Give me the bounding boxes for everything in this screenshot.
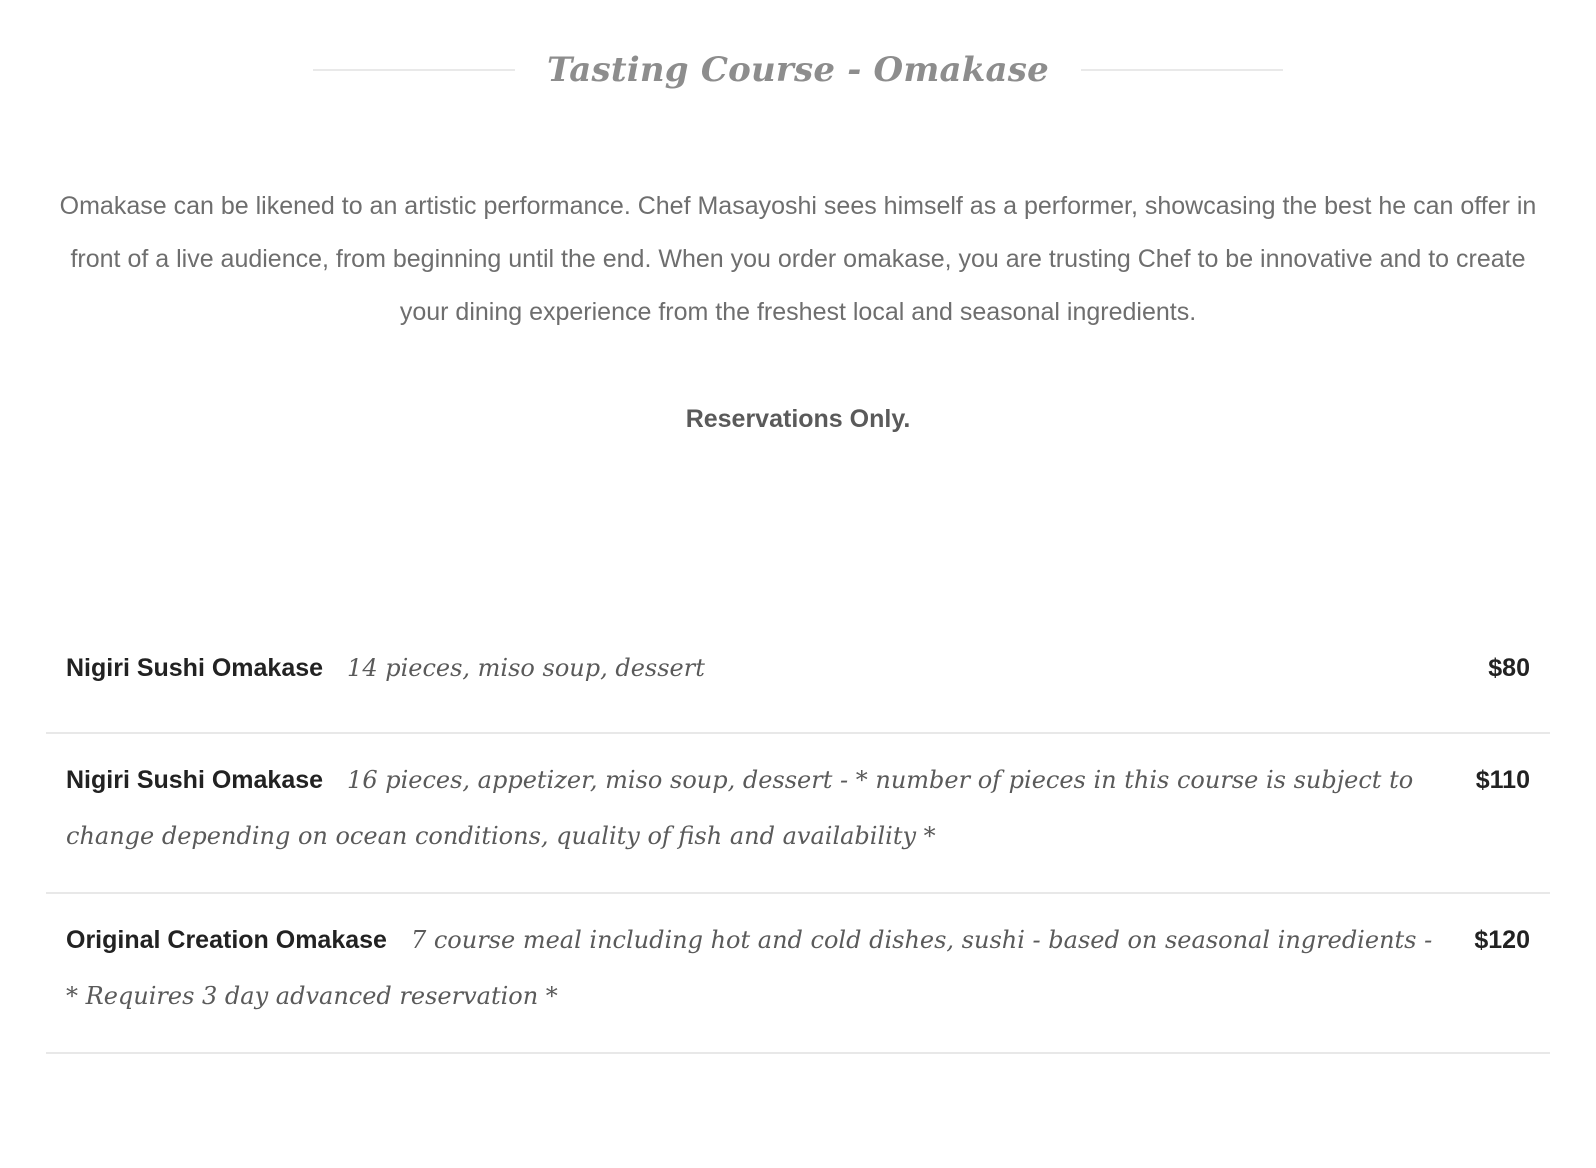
section-title: Tasting Course - Omakase bbox=[547, 50, 1049, 90]
menu-item-name: Nigiri Sushi Omakase bbox=[66, 766, 324, 794]
heading-rule-right bbox=[1081, 69, 1283, 71]
menu-item bbox=[46, 734, 1550, 894]
menu-item bbox=[46, 894, 1550, 1054]
menu-item-name: Nigiri Sushi Omakase bbox=[66, 654, 324, 682]
menu-item-price: $120 bbox=[1474, 926, 1530, 954]
menu-item-description: 16 pieces, appetizer, miso soup, dessert - * number of pieces in this course is subject to change depending on ocean conditions, quality of fish and availability * bbox=[66, 766, 1414, 850]
menu-item-text bbox=[66, 642, 1530, 698]
menu-list bbox=[46, 622, 1550, 1054]
menu-item-price: $80 bbox=[1488, 654, 1530, 682]
menu-item-price: $110 bbox=[1475, 766, 1530, 794]
intro-paragraph: Omakase can be likened to an artistic performance. Chef Masayoshi sees himself as a performer, showcasing the best he can offer in front of a live audience, from beginning until the end. When you order omakase, you are trusting Chef to be innovative and to create your dining experience from the freshest local and seasonal ingredients. bbox=[59, 192, 1537, 326]
menu-item bbox=[46, 622, 1550, 734]
reservations-note: Reservations Only. bbox=[685, 405, 911, 433]
menu-item-text bbox=[66, 914, 1530, 1026]
menu-item-name: Original Creation Omakase bbox=[66, 926, 387, 954]
heading-rule-left bbox=[313, 69, 515, 71]
menu-item-text bbox=[66, 754, 1530, 866]
menu-item-description: 7 course meal including hot and cold dishes, sushi - based on seasonal ingredients - * Requires 3 day advanced reservation * bbox=[66, 926, 1433, 1010]
menu-item-description: 14 pieces, miso soup, dessert bbox=[347, 654, 705, 682]
section-heading bbox=[0, 40, 1596, 100]
